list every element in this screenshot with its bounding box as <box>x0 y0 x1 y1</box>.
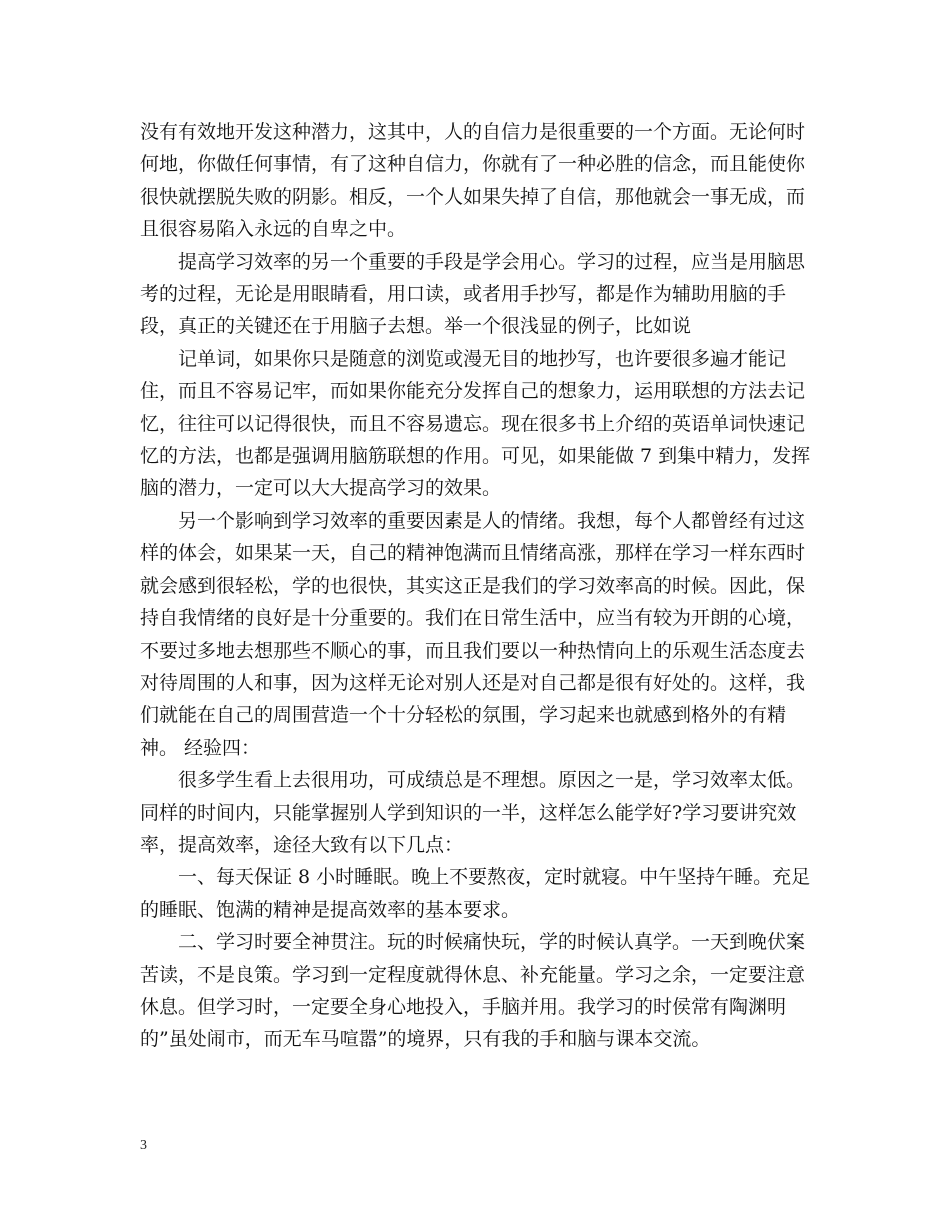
body-text <box>140 116 812 1056</box>
paragraph-1: 没有有效地开发这种潜力，这其中，人的自信力是很重要的一个方面。无论何时何地，你做任何事情，有了这种自信力，你就有了一种必胜的信念，而且能使你很快就摆脱失败的阴影。相反，一个人如果失掉了自信，那他就会一事无成，而且很容易陷入永远的自卑之中。 <box>140 121 806 241</box>
paragraph-4: 另一个影响到学习效率的重要因素是人的情绪。我想，每个人都曾经有过这样的体会，如果某一天，自己的精神饱满而且情绪高涨，那样在学习一样东西时就会感到很轻松，学的也很快，其实这正是我们的学习效率高的时候。因此，保持自我情绪的良好是十分重要的。我们在日常生活中，应当有较为开朗的心境，不要过多地去想那些不顺心的事，而且我们要以一种热情向上的乐观生活态度去对待周围的人和事，因为这样无论对别人还是对自己都是很有好处的。这样，我们就能在自己的周围营造一个十分轻松的氛围，学习起来也就感到格外的有精神。 经验四： <box>140 509 806 759</box>
page-number: 3 <box>140 1138 147 1153</box>
paragraph-7: 二、学习时要全神贯注。玩的时候痛快玩，学的时候认真学。一天到晚伏案苦读，不是良策。学习到一定程度就得休息、补充能量。学习之余，一定要注意休息。但学习时，一定要全身心地投入，手脑并用。我学习的时侯常有陶渊明的”虽处闹市，而无车马喧嚣”的境界，只有我的手和脑与课本交流。 <box>140 931 806 1051</box>
paragraph-2: 提高学习效率的另一个重要的手段是学会用心。学习的过程，应当是用脑思考的过程，无论是用眼睛看，用口读，或者用手抄写，都是作为辅助用脑的手段，真正的关键还在于用脑子去想。举一个很浅显的例子，比如说 <box>140 250 806 338</box>
paragraph-5: 很多学生看上去很用功，可成绩总是不理想。原因之一是，学习效率太低。同样的时间内，只能掌握别人学到知识的一半，这样怎么能学好?学习要讲究效率，提高效率，途径大致有以下几点： <box>140 769 806 856</box>
paragraph-3: 记单词，如果你只是随意的浏览或漫无目的地抄写，也许要很多遍才能记住，而且不容易记牢，而如果你能充分发挥自己的想象力，运用联想的方法去记忆，往往可以记得很快，而且不容易遗忘。现在很多书上介绍的英语单词快速记忆的方法，也都是强调用脑筋联想的作用。可见，如果能做 7 到集中精力，发挥脑的潜力，一定可以大大提高学习的效果。 <box>140 347 811 500</box>
paragraph-6: 一、每天保证 8 小时睡眠。晚上不要熬夜，定时就寝。中午坚持午睡。充足的睡眠、饱满的精神是提高效率的基本要求。 <box>140 866 811 921</box>
